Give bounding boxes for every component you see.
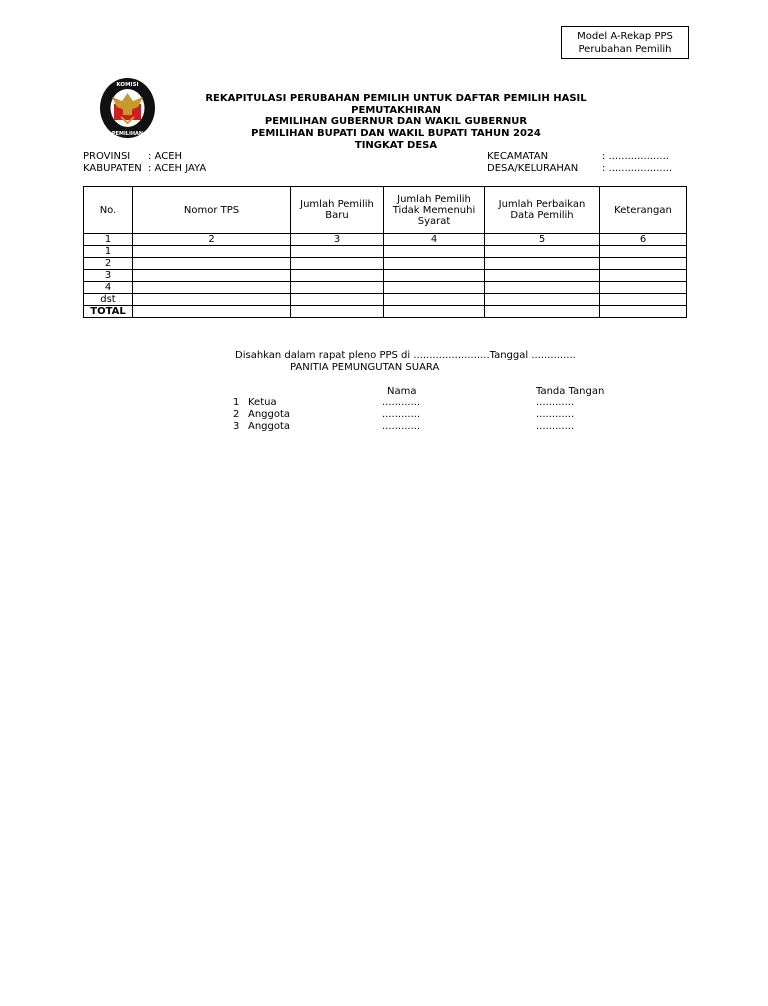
header-perbaikan-data: Jumlah Perbaikan Data Pemilih: [485, 187, 600, 234]
total-cell[interactable]: [133, 306, 291, 318]
header-keterangan: Keterangan: [600, 187, 687, 234]
table-cell[interactable]: [384, 270, 485, 282]
signature-role: Anggota: [248, 421, 291, 432]
table-cell[interactable]: [133, 246, 291, 258]
total-cell[interactable]: [384, 306, 485, 318]
table-cell[interactable]: [485, 258, 600, 270]
committee-name: PANITIA PEMUNGUTAN SUARA: [290, 362, 440, 373]
table-cell[interactable]: [600, 282, 687, 294]
signature-role: Anggota: [248, 409, 291, 420]
total-label: TOTAL: [84, 306, 133, 318]
provinsi-label: PROVINSI: [83, 151, 131, 162]
total-row: [84, 306, 687, 318]
title-line-3: PEMILIHAN BUPATI DAN WAKIL BUPATI TAHUN 2024: [251, 128, 541, 140]
signature-no: 1: [233, 397, 240, 408]
kabupaten-value: : ACEH JAYA: [148, 163, 207, 174]
table-row: [84, 258, 687, 270]
header-nomor-tps: Nomor TPS: [133, 187, 291, 234]
table-cell[interactable]: [133, 282, 291, 294]
column-number: 3: [291, 234, 384, 246]
approval-statement: Disahkan dalam rapat pleno PPS di ........................Tanggal ..............: [235, 350, 576, 361]
signature-nama-field[interactable]: ............: [382, 397, 421, 408]
model-description: Perubahan Pemilih: [578, 44, 672, 55]
total-cell[interactable]: [600, 306, 687, 318]
signature-nama-field[interactable]: ............: [382, 421, 421, 432]
table-cell[interactable]: [485, 270, 600, 282]
signature-no: 2: [233, 409, 240, 420]
table-cell[interactable]: [133, 270, 291, 282]
tanda-tangan-header: Tanda Tangan: [536, 386, 605, 397]
table-cell[interactable]: [384, 246, 485, 258]
kpu-logo-icon: [99, 77, 156, 139]
table-cell[interactable]: [291, 246, 384, 258]
signature-ttd-field[interactable]: ............: [536, 397, 575, 408]
total-cell[interactable]: [291, 306, 384, 318]
desa-label: DESA/KELURAHAN: [487, 163, 579, 174]
model-code: Model A-Rekap PPS: [577, 31, 673, 42]
column-number: 5: [485, 234, 600, 246]
table-row: [84, 246, 687, 258]
table-cell[interactable]: [384, 294, 485, 306]
form-model-box: [561, 26, 689, 59]
table-cell[interactable]: [291, 270, 384, 282]
row-number: 1: [84, 246, 133, 258]
table-cell[interactable]: [600, 258, 687, 270]
svg-text:KOMISI: KOMISI: [116, 82, 139, 88]
document-title: [160, 93, 632, 152]
table-row: [84, 270, 687, 282]
table-cell[interactable]: [291, 294, 384, 306]
table-cell[interactable]: [384, 258, 485, 270]
table-cell[interactable]: [133, 294, 291, 306]
table-cell[interactable]: [291, 282, 384, 294]
signature-no: 3: [233, 421, 240, 432]
header-tidak-memenuhi-syarat: Jumlah Pemilih Tidak Memenuhi Syarat: [384, 187, 485, 234]
table-cell[interactable]: [600, 294, 687, 306]
svg-text:PEMILIHAN: PEMILIHAN: [111, 131, 144, 137]
column-number: 2: [133, 234, 291, 246]
table-cell[interactable]: [485, 282, 600, 294]
row-number: dst: [84, 294, 133, 306]
signature-role: Ketua: [248, 397, 277, 408]
kabupaten-label: KABUPATEN: [83, 163, 142, 174]
signature-ttd-field[interactable]: ............: [536, 409, 575, 420]
header-pemilih-baru: Jumlah Pemilih Baru: [291, 187, 384, 234]
header-no: No.: [84, 187, 133, 234]
desa-value: : ....................: [602, 163, 673, 174]
kecamatan-value: : ...................: [602, 151, 669, 162]
table-cell[interactable]: [133, 258, 291, 270]
table-cell[interactable]: [291, 258, 384, 270]
provinsi-value: : ACEH: [148, 151, 183, 162]
column-number-row: [84, 234, 687, 246]
nama-header: Nama: [387, 386, 417, 397]
signature-ttd-field[interactable]: ............: [536, 421, 575, 432]
table-cell[interactable]: [384, 282, 485, 294]
table-cell[interactable]: [485, 246, 600, 258]
title-line-2: PEMILIHAN GUBERNUR DAN WAKIL GUBERNUR: [264, 116, 528, 128]
table-cell[interactable]: [600, 270, 687, 282]
table-row: [84, 294, 687, 306]
table-cell[interactable]: [485, 294, 600, 306]
table-row: [84, 282, 687, 294]
rekap-table: [83, 186, 687, 318]
signature-nama-field[interactable]: ............: [382, 409, 421, 420]
column-number: 6: [600, 234, 687, 246]
column-number: 4: [384, 234, 485, 246]
row-number: 3: [84, 270, 133, 282]
column-number: 1: [84, 234, 133, 246]
total-cell[interactable]: [485, 306, 600, 318]
title-line-4: TINGKAT DESA: [354, 139, 438, 151]
table-cell[interactable]: [600, 246, 687, 258]
table-header-row: [84, 187, 687, 234]
row-number: 2: [84, 258, 133, 270]
title-line-1: REKAPITULASI PERUBAHAN PEMILIH UNTUK DAFTAR PEMILIH HASIL PEMUTAKHIRAN: [205, 93, 587, 116]
kecamatan-label: KECAMATAN: [487, 151, 549, 162]
row-number: 4: [84, 282, 133, 294]
